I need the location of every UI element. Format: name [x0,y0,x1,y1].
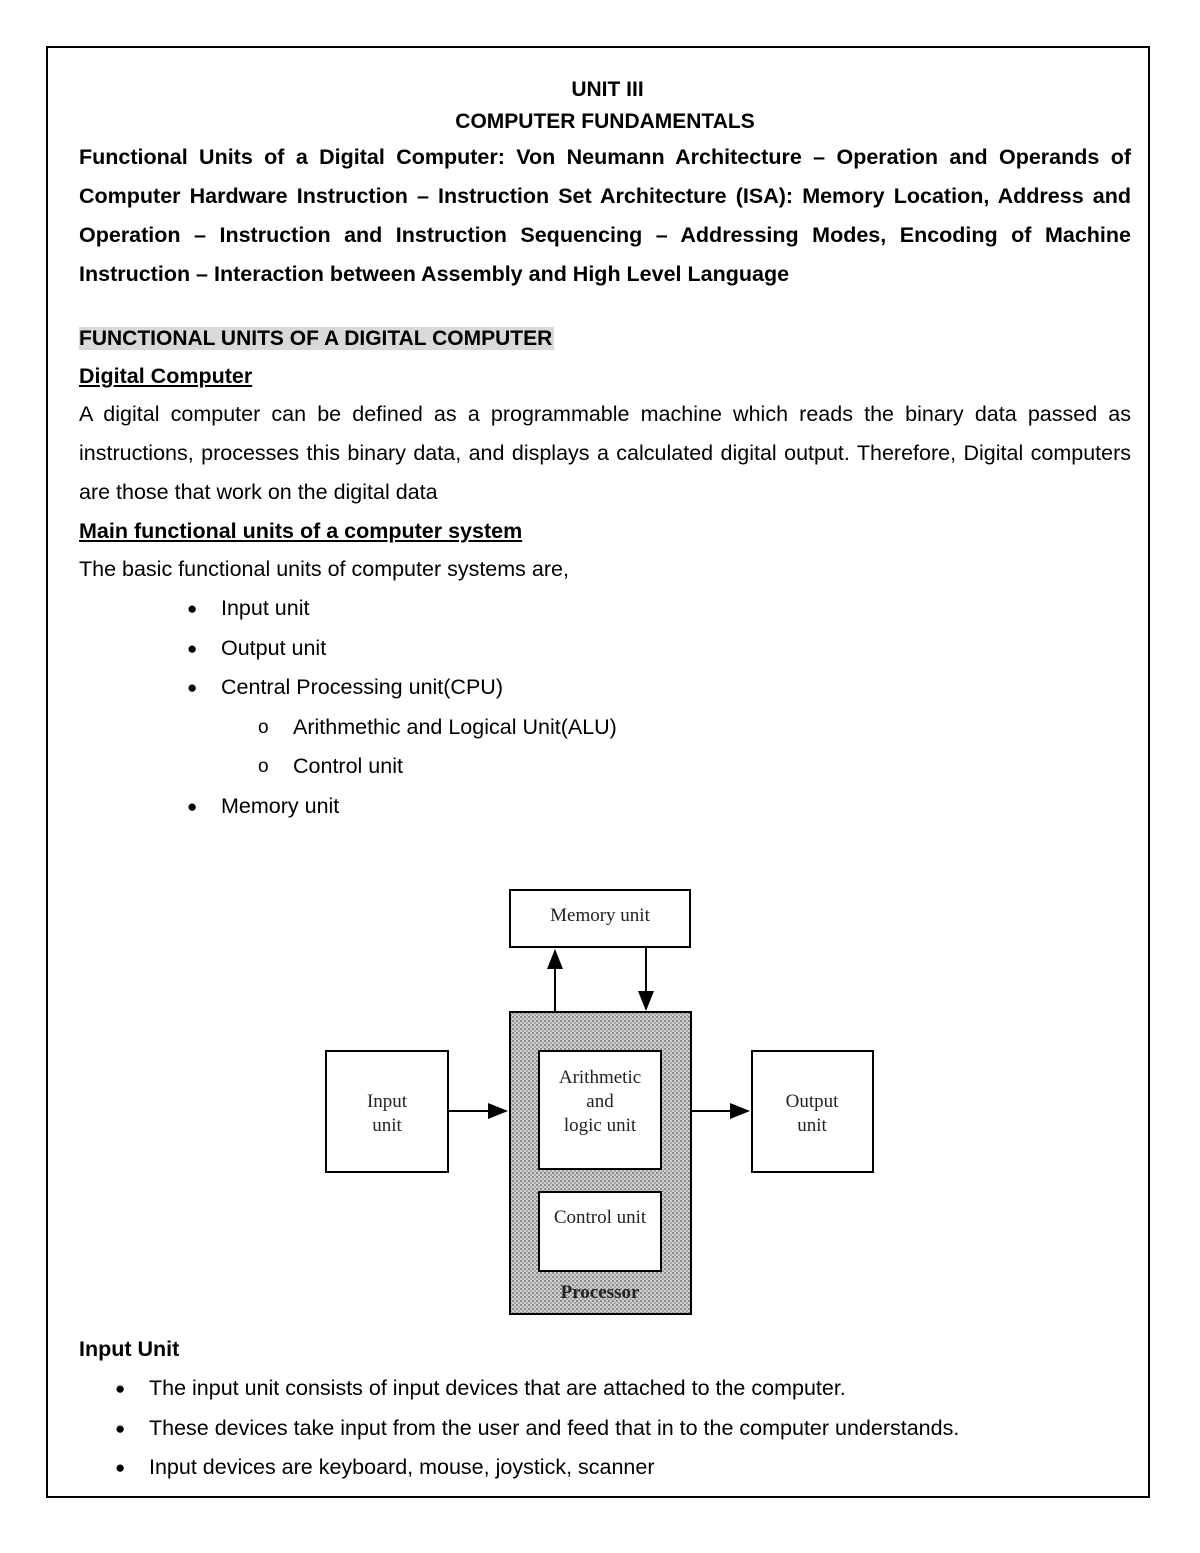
syllabus-paragraph: Functional Units of a Digital Computer: Von Neumann Architecture – Operation and Operands of Computer Hardware Instruction – Instruction Set Architecture (ISA): Memory Location, Address and Operation – Instruction and Instruction Sequencing – Addressing Modes, Encoding of Machine Instruction – Interaction between Assembly and High Level Language [79,145,1131,286]
circle-bullet-icon: o [258,716,269,738]
input-unit-list [79,1369,1200,1488]
bullet-icon: ● [115,1458,126,1477]
list-item: ● Input unit [221,589,1131,629]
chapter-title: COMPUTER FUNDAMENTALS [455,110,755,133]
bullet-icon: ● [115,1418,126,1438]
bullet-icon: ● [187,796,198,816]
list-item: o Arithmethic and Logical Unit(ALU) [293,708,1131,748]
main-units-heading: Main functional units of a computer system [79,519,523,543]
bullet-icon: ● [187,638,198,658]
bullet-icon: ● [115,1379,126,1398]
control-unit-label: Control unit [553,1207,647,1228]
alu-label-line-1: Arithmetic [558,1067,642,1088]
unit-title: UNIT III [571,78,644,101]
list-item: ● Input devices are keyboard, mouse, joystick, scanner [149,1448,1200,1488]
list-item: ● These devices take input from the user and feed that in to the computer understands. [149,1409,1200,1449]
alu-label-line-2: and [586,1091,614,1112]
control-unit-box [539,1192,661,1271]
memory-unit-label: Memory unit [550,905,650,926]
output-unit-label-line-1: Output [785,1091,839,1112]
list-item: ● Central Processing unit(CPU) o Arithmethic and Logical Unit(ALU) o Control unit [221,668,1131,787]
list-item: ● The input unit consists of input devices that are attached to the computer. [149,1369,1200,1409]
circle-bullet-icon: o [258,756,269,777]
output-unit-label-line-2: unit [797,1115,827,1136]
digital-computer-heading: Digital Computer [79,364,253,388]
processor-label: Processor [560,1282,640,1303]
main-units-intro: The basic functional units of computer systems are, [79,557,569,581]
list-item: ● Output unit [221,629,1131,669]
input-unit-label-line-1: Input [366,1091,408,1112]
alu-label-line-3: logic unit [563,1115,637,1136]
list-item: o Control unit [293,747,1131,787]
bullet-icon: ● [187,678,198,697]
bullet-icon: ● [187,599,198,618]
input-unit-label-line-2: unit [372,1115,402,1136]
list-item: ● Memory unit [221,787,1131,827]
input-unit-heading: Input Unit [79,1337,180,1361]
digital-computer-definition: A digital computer can be defined as a programmable machine which reads the binary data passed as instructions, processes this binary data, and displays a calculated digital output. Therefore, Digital computers are those that work on the digital data [79,402,1131,504]
section-heading-text: FUNCTIONAL UNITS OF A DIGITAL COMPUTER [79,327,553,350]
